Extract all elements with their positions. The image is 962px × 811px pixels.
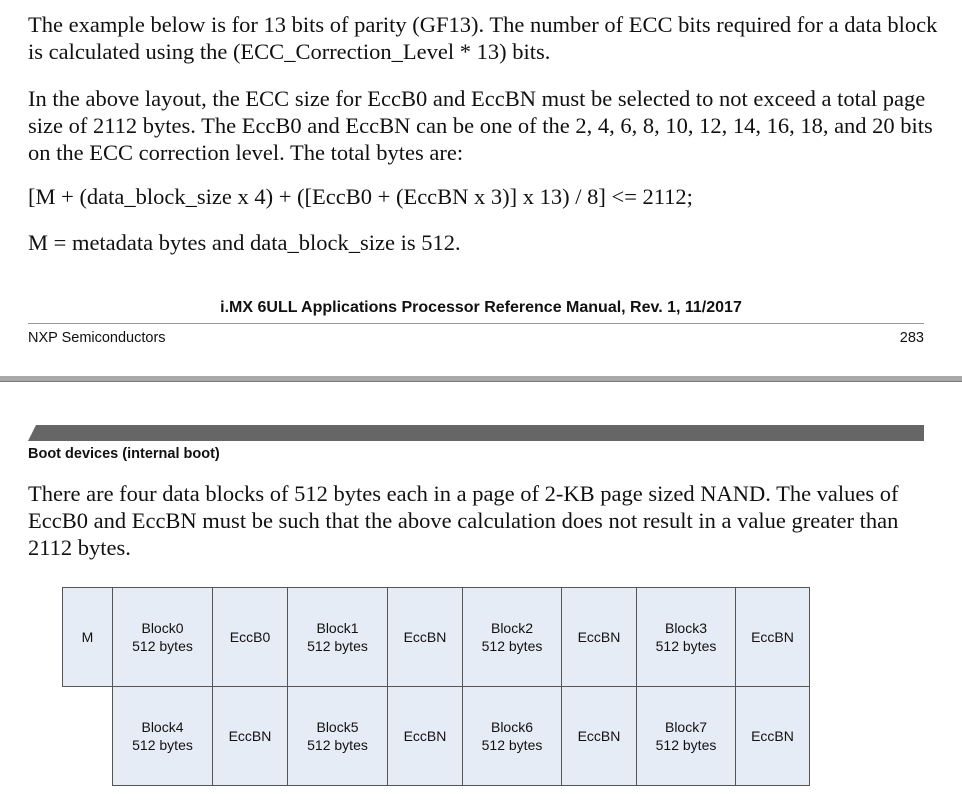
data-block-cell (462, 686, 562, 786)
cell-label: Block3 (664, 620, 708, 636)
data-block-cell (636, 686, 736, 786)
cell-label: Block1 (316, 620, 359, 636)
cell-label: 512 bytes (307, 638, 368, 654)
formula: [M + (data_block_size x 4) + ([EccB0 + (EccBN x 3)] x 13) / 8] <= 2112; (28, 184, 693, 209)
cell-label: Block4 (141, 719, 184, 735)
data-block-cell (287, 587, 388, 687)
footer-company: NXP Semiconductors (28, 330, 166, 346)
cell-label: 512 bytes (132, 638, 193, 654)
section-header: Boot devices (internal boot) (28, 446, 220, 462)
data-block-cell (112, 686, 213, 786)
cell-label: EccBN (751, 728, 794, 744)
cell-label: EccBN (228, 728, 272, 744)
data-block-cell (287, 686, 388, 786)
data-block-cell (462, 587, 562, 687)
cell-label: Block7 (664, 719, 708, 735)
ecc-cell (212, 686, 288, 786)
footer-rule (28, 323, 924, 324)
footer-title: i.MX 6ULL Applications Processor Reference Manual, Rev. 1, 11/2017 (220, 299, 742, 316)
cell-label: 512 bytes (481, 638, 543, 654)
cell-label: Block6 (490, 719, 534, 735)
ecc-cell (387, 686, 463, 786)
cell-label: Block5 (316, 719, 359, 735)
paragraph: The example below is for 13 bits of parity (GF13). The number of ECC bits required for a data block is calculated using the (ECC_Correction_Level * 13) bits. (28, 12, 938, 64)
cell-label: 512 bytes (132, 737, 193, 753)
cell-label: EccB0 (229, 629, 271, 645)
cell-label: EccBN (403, 629, 447, 645)
page-number: 283 (899, 330, 924, 346)
ecc-cell (387, 587, 463, 687)
data-block-cell (112, 587, 213, 687)
header-bar (28, 425, 924, 441)
cell-label: EccBN (751, 629, 794, 645)
page-separator (0, 376, 962, 382)
paragraph: M = metadata bytes and data_block_size is 512. (28, 230, 461, 255)
cell-label: EccBN (403, 728, 447, 744)
paragraph: There are four data blocks of 512 bytes each in a page of 2-KB page sized NAND. The values of EccB0 and EccBN must be such that the above calculation does not result in a value greater than 2112 bytes. (28, 481, 899, 560)
cell-label: 512 bytes (481, 737, 543, 753)
cell-label: EccBN (577, 629, 621, 645)
ecc-cell (561, 587, 637, 687)
paragraph: In the above layout, the ECC size for EccB0 and EccBN must be selected to not exceed a total page size of 2112 bytes. The EccB0 and EccBN can be one of the 2, 4, 6, 8, 10, 12, 14, 16, 18, and 20 bits on the ECC correction level. The total bytes are: (28, 86, 933, 165)
cell-label: Block2 (490, 620, 534, 636)
ecc-cell (561, 686, 637, 786)
cell-label: 512 bytes (655, 737, 717, 753)
metadata-cell: M (62, 587, 113, 687)
cell-label: Block0 (141, 620, 184, 636)
data-block-cell (636, 587, 736, 687)
cell-label: 512 bytes (307, 737, 368, 753)
ecc-cell (212, 587, 288, 687)
cell-label: EccBN (577, 728, 621, 744)
ecc-cell (735, 587, 810, 687)
cell-label: 512 bytes (655, 638, 717, 654)
ecc-cell (735, 686, 810, 786)
